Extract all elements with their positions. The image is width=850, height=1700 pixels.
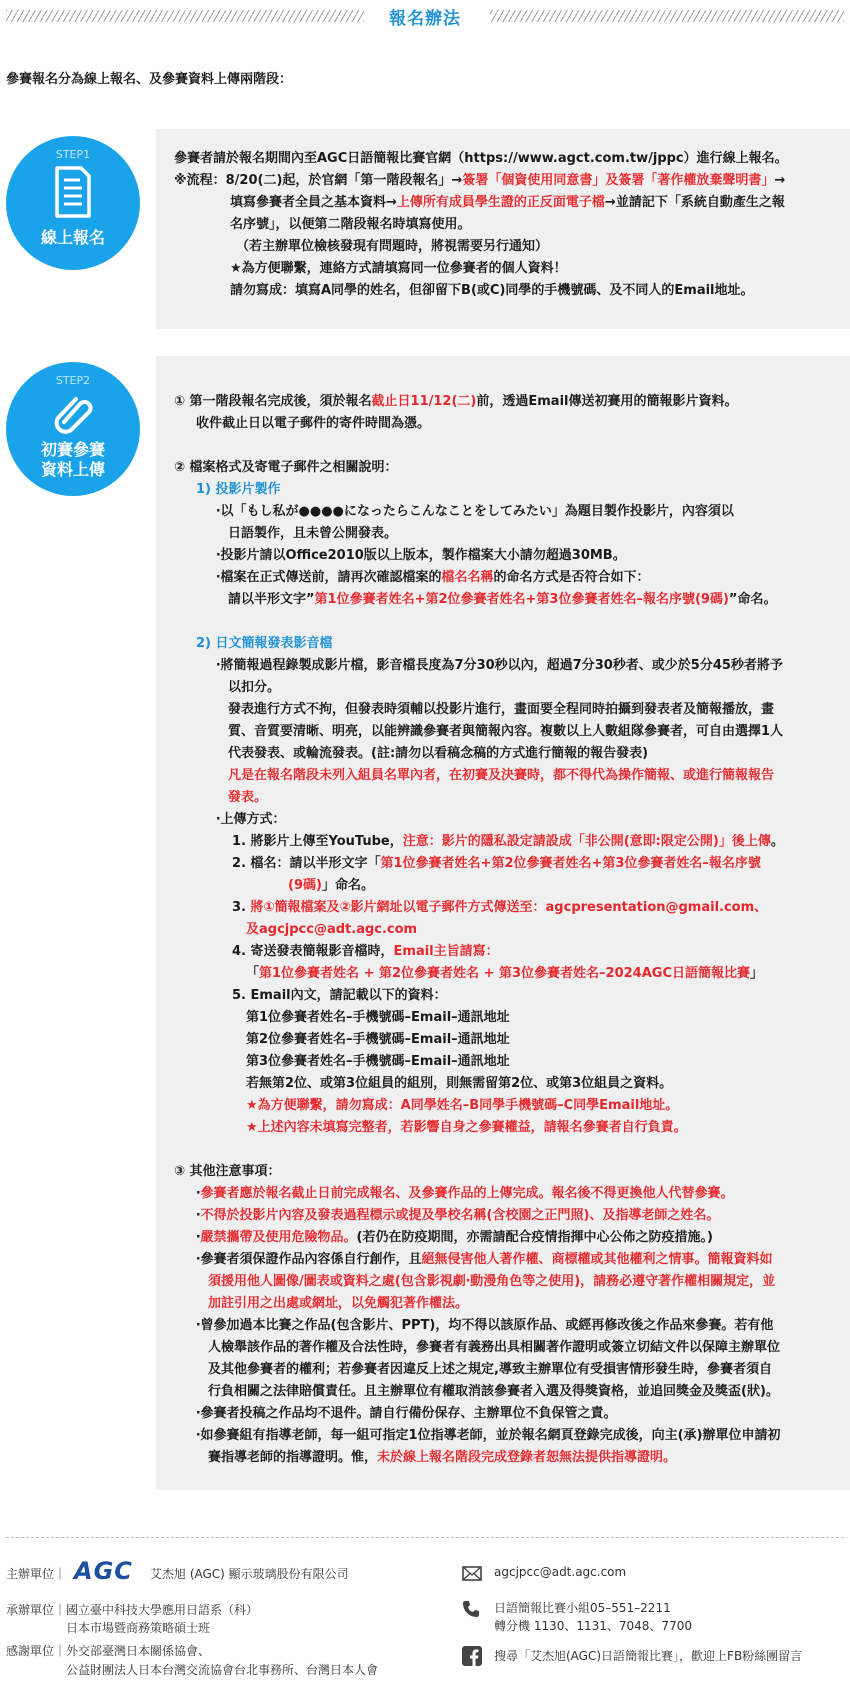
text-segment: 」 <box>750 966 764 981</box>
text-line <box>246 1008 510 1028</box>
thanks-line2: 公益財團法人日本台灣交流協會台北事務所、台灣日本人會 <box>66 1663 379 1677</box>
text-segment: ③ 其他注意事項： <box>174 1164 281 1179</box>
text-line <box>196 1228 713 1248</box>
text-segment: 的命名方式是否符合如下： <box>493 570 650 585</box>
text-segment: 參賽者應於報名截止日前完成報名、及參賽作品的上傳完成。報名後不得更換他人代替參賽。 <box>200 1186 734 1201</box>
step2-label: STEP2 <box>55 374 91 387</box>
text-segment: 前，透過Email傳送初賽用的簡報影片資料。 <box>476 394 738 409</box>
text-segment: 凡是在報名階段未列入組員名單內者，在初賽及決賽時，都不得代為操作簡報、或進行簡報報告 <box>228 768 775 783</box>
mail-icon <box>462 1566 482 1581</box>
text-segment: 第3位參賽者姓名–手機號碼–Email–通訊地址 <box>246 1054 510 1069</box>
text-segment: 第2位參賽者姓名–手機號碼–Email–通訊地址 <box>246 1032 510 1047</box>
text-segment: (若仍在防疫期間，亦需請配合疫情指揮中心公佈之防疫措施。) <box>356 1230 713 1245</box>
text-line <box>174 1162 281 1182</box>
text-segment: 參賽者請於報名期間內至AGC日語簡報比賽官網（https://www.agct.com.tw/jppc）進行線上報名。 <box>174 151 788 166</box>
document-icon <box>55 166 91 218</box>
text-line <box>208 1294 468 1314</box>
text-segment: 不得於投影片內容及發表過程標示或提及學校名稱(含校園之正門照)、及指導老師之姓名。 <box>200 1208 720 1223</box>
text-segment: 未於線上報名階段完成登錄者恕無法提供指導證明。 <box>377 1450 677 1465</box>
text-segment: 須援用他人圖像/圖表或資料之處(包含影視劇‧動漫角色等之使用)，請務必遵守著作權相關規定，並 <box>208 1274 776 1289</box>
text-segment: 檔名名稱 <box>441 570 494 585</box>
text-segment: 第1位參賽者姓名+第2位參賽者姓名+第3位參賽者姓名–報名序號 <box>380 856 761 871</box>
step2-panel <box>156 356 850 1490</box>
text-segment: 注意：影片的隱私設定請設成「非公開(意即:限定公開)」後上傳 <box>402 834 771 849</box>
step1-badge <box>6 136 140 270</box>
text-line <box>228 590 776 610</box>
text-segment: 若無第2位、或第3位組員的組別，則無需留第2位、或第3位組員之資料。 <box>246 1076 673 1091</box>
text-segment: ‧ <box>196 1230 201 1245</box>
text-line <box>228 678 280 698</box>
paperclip-icon <box>52 392 94 434</box>
text-line <box>174 171 785 191</box>
text-line <box>236 237 548 257</box>
organizer-name: 艾杰旭 (AGC) 顯示玻璃股份有限公司 <box>150 1567 349 1581</box>
text-segment: ”命名。 <box>728 592 777 607</box>
contact-phone-line1: 日語簡報比賽小組05–551–2211 <box>494 1601 671 1615</box>
text-segment: ‧參賽者須保證作品內容係自行創作，且 <box>196 1252 422 1267</box>
text-line <box>228 524 397 544</box>
text-segment: 2. 檔名：請以半形文字「 <box>232 856 381 871</box>
text-line <box>196 1250 773 1270</box>
text-segment: 5. Email內文，請記載以下的資料： <box>232 988 447 1003</box>
text-segment: 請以半形文字” <box>228 592 315 607</box>
text-segment: 「 <box>246 966 260 981</box>
text-line <box>228 700 774 720</box>
facebook-search-text[interactable]: 搜尋「艾杰旭(AGC)日語簡報比賽」，歡迎上FB粉絲團留言 <box>494 1649 803 1663</box>
text-segment: 」命名。 <box>321 878 374 893</box>
text-segment: 及其他參賽者的權利；若參賽者因違反上述之規定,導致主辦單位有受損害情形發生時，參賽者須自 <box>208 1362 772 1377</box>
text-line <box>232 832 784 852</box>
text-line <box>246 1096 678 1116</box>
text-line <box>228 766 774 786</box>
text-line <box>228 722 783 742</box>
contractor-label: 承辦單位｜ <box>6 1603 67 1617</box>
text-segment: 發表。 <box>228 790 268 805</box>
text-segment: 加註引用之出處或網址，以免觸犯著作權法。 <box>208 1296 469 1311</box>
text-line <box>246 964 763 984</box>
text-line <box>216 546 626 566</box>
text-segment: 質、音質要清晰、明亮，以能辨識參賽者與簡報內容。複數以上人數組隊參賽者，可自由選擇1人 <box>228 724 784 739</box>
text-segment: ② 檔案格式及寄電子郵件之相關說明： <box>174 460 398 475</box>
step2-title-line2: 資料上傳 <box>40 460 105 479</box>
text-segment: 簽署「個資使用同意書」及簽署「著作權放棄聲明書」 <box>462 173 775 188</box>
text-line <box>246 1030 510 1050</box>
contact-email[interactable]: agcjpcc@adt.agc.com <box>494 1565 627 1579</box>
text-segment: ‧如參賽組有指導老師，每一組可指定1位指導老師，並於報名網頁登錄完成後，向主(承)辦單位申請初 <box>196 1428 781 1443</box>
text-line <box>246 1118 687 1138</box>
text-line <box>196 1404 617 1424</box>
phone-icon <box>462 1600 480 1618</box>
text-segment: 1) 投影片製作 <box>196 482 281 497</box>
text-line <box>174 149 788 169</box>
text-segment: 請勿寫成：填寫A同學的姓名，但卻留下B(或C)同學的手機號碼、及不同人的Email地址。 <box>230 283 754 298</box>
text-line <box>208 1360 772 1380</box>
text-segment: 行負相關之法律賠償責任。且主辦單位有權取消該參賽者入選及得獎資格，並追回獎金及獎盃(狀)。 <box>208 1384 779 1399</box>
text-segment: 嚴禁攜帶及使用危險物品。 <box>200 1230 357 1245</box>
text-line <box>228 744 648 764</box>
text-line <box>232 898 767 918</box>
step2-title-line1: 初賽參賽 <box>40 440 105 459</box>
text-segment: ※流程：8/20(二)起，於官網「第一階段報名」→ <box>174 173 463 188</box>
text-segment: → <box>774 173 786 188</box>
thanks-label: 感謝單位｜ <box>6 1644 67 1658</box>
text-segment: 以扣分。 <box>228 680 281 695</box>
text-line <box>196 1316 773 1336</box>
text-line <box>196 414 430 434</box>
text-segment: 2) 日文簡報發表影音檔 <box>196 636 333 651</box>
thanks-line1: 外交部臺灣日本關係協會、 <box>66 1644 211 1658</box>
footer-divider <box>6 1537 844 1538</box>
text-line <box>288 876 374 896</box>
contact-phone-line2: 轉分機 1130、1131、7048、7700 <box>494 1619 692 1633</box>
agc-logo: AGC <box>74 1557 133 1585</box>
text-segment: ‧ <box>196 1186 201 1201</box>
text-segment: （若主辦單位檢核發現有問題時，將視需要另行通知） <box>236 239 549 254</box>
text-line <box>208 1448 676 1468</box>
contractor-line1: 國立臺中科技大學應用日語系（科） <box>66 1603 259 1617</box>
text-segment: ★為方便聯繫，請勿寫成：A同學姓名–B同學手機號碼–C同學Email地址。 <box>246 1098 679 1113</box>
text-segment: ‧ <box>196 1208 201 1223</box>
text-line <box>216 656 783 676</box>
text-segment: ‧以「もし私が●●●●になったらこんなことをしてみたい」為題目製作投影片，內容須以 <box>216 504 734 519</box>
text-segment: 名序號」，以便第二階段報名時填寫使用。 <box>230 217 471 232</box>
text-line <box>208 1338 780 1358</box>
text-segment: ‧曾參加過本比賽之作品(包含影片、PPT)，均不得以該原作品、或經再修改後之作品來參賽。若有他 <box>196 1318 774 1333</box>
text-line <box>208 1272 775 1292</box>
text-line <box>216 810 286 830</box>
contractor-line2: 日本市場暨商務策略碩士班 <box>66 1621 211 1635</box>
text-line <box>228 788 267 808</box>
step1-label: STEP1 <box>55 148 91 161</box>
facebook-icon[interactable] <box>462 1646 482 1666</box>
text-segment: 日語製作，且未曾公開發表。 <box>228 526 398 541</box>
text-line <box>208 1382 779 1402</box>
text-segment: 發表進行方式不拘，但發表時須輔以投影片進行，畫面要全程同時拍攝到發表者及簡報播放，畫 <box>228 702 775 717</box>
text-segment: →並請記下「系統自動產生之報 <box>604 195 785 210</box>
step1-title: 線上報名 <box>40 228 105 247</box>
text-line <box>232 986 447 1006</box>
text-segment: 及agcjpcc@adt.agc.com <box>246 922 418 937</box>
text-line <box>246 920 417 940</box>
text-line <box>246 1052 510 1072</box>
text-segment: 賽指導老師的指導證明。惟， <box>208 1450 378 1465</box>
text-segment: ① 第一階段報名完成後，須於報名 <box>174 394 372 409</box>
text-line <box>196 480 281 500</box>
text-line <box>246 1074 672 1094</box>
text-segment: ★上述內容未填寫完整者，若影響自身之參賽權益，請報名參賽者自行負責。 <box>246 1120 687 1135</box>
text-segment: (9碼) <box>288 878 322 893</box>
text-line <box>216 568 650 588</box>
text-line <box>232 942 499 962</box>
text-segment: 填寫參賽者全員之基本資料→ <box>230 195 397 210</box>
organizer-label: 主辦單位｜ <box>6 1567 67 1581</box>
text-segment: ‧將簡報過程錄製成影片檔，影音檔長度為7分30秒以內，超過7分30秒者、或少於5分45秒者將予 <box>216 658 783 673</box>
text-line <box>196 634 333 654</box>
text-segment: ‧投影片請以Office2010版以上版本，製作檔案大小請勿超過30MB。 <box>216 548 626 563</box>
page-title: 報名辦法 <box>389 9 461 29</box>
text-line <box>230 281 754 301</box>
step1-panel <box>156 129 850 329</box>
text-line <box>196 1184 734 1204</box>
text-segment: ‧檔案在正式傳送前，請再次確認檔案的 <box>216 570 442 585</box>
text-line <box>230 259 567 279</box>
text-segment: 截止日11/12(二) <box>371 394 477 409</box>
text-line <box>196 1206 719 1226</box>
text-line <box>216 502 734 522</box>
text-segment: ★為方便聯繫，連絡方式請填寫同一位參賽者的個人資料！ <box>230 261 567 276</box>
page-header <box>0 0 850 34</box>
intro-text: 參賽報名分為線上報名、及參賽資料上傳兩階段： <box>6 72 293 87</box>
text-segment: 4. 寄送發表簡報影音檔時， <box>232 944 394 959</box>
step2-badge <box>6 362 140 496</box>
text-segment: 第1位參賽者姓名–手機號碼–Email–通訊地址 <box>246 1010 510 1025</box>
text-segment: ‧上傳方式： <box>216 812 286 827</box>
text-segment: 3. <box>232 900 251 915</box>
text-segment: Email主旨請寫： <box>393 944 499 959</box>
text-segment: 代表發表、或輪流發表。(註:請勿以看稿念稿的方式進行簡報的報告發表) <box>228 746 649 761</box>
text-segment: 第1位參賽者姓名 + 第2位參賽者姓名 + 第3位參賽者姓名–2024AGC日語簡報比賽 <box>259 966 750 981</box>
text-line <box>174 392 738 412</box>
text-segment: 上傳所有成員學生證的正反面電子檔 <box>396 195 605 210</box>
text-segment: 1. 將影片上傳至YouTube， <box>232 834 403 849</box>
text-line <box>196 1426 780 1446</box>
text-segment: 人檢舉該作品的著作權及合法性時，參賽者有義務出具相關著作證明或簽立切結文件以保障主辦單位 <box>208 1340 781 1355</box>
text-segment: 絕無侵害他人著作權、商標權或其他權利之情事。簡報資料如 <box>421 1252 773 1267</box>
text-line <box>232 854 761 874</box>
text-segment: 。 <box>770 834 784 849</box>
text-line <box>230 215 471 235</box>
text-segment: ‧參賽者投稿之作品均不退件。請自行備份保存、主辦單位不負保管之責。 <box>196 1406 617 1421</box>
text-line <box>174 458 398 478</box>
text-line <box>230 193 785 213</box>
text-segment: 將①簡報檔案及②影片網址以電子郵件方式傳送至：agcpresentation@gmail.com、 <box>250 900 768 915</box>
text-segment: 收件截止日以電子郵件的寄件時間為憑。 <box>196 416 431 431</box>
text-segment: 第1位參賽者姓名+第2位參賽者姓名+第3位參賽者姓名–報名序號(9碼) <box>314 592 729 607</box>
